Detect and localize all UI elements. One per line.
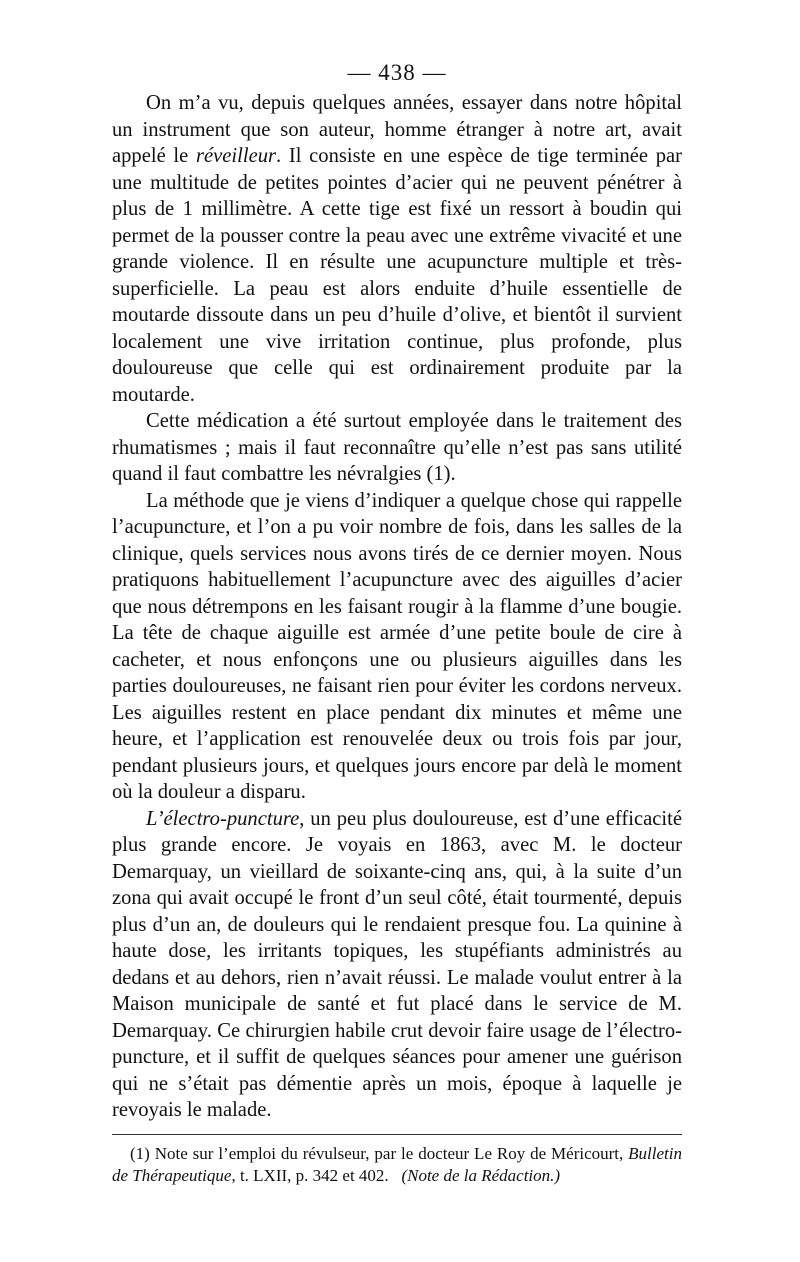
paragraph-1-text: On m’a vu, depuis quelques années, essayer dans notre hôpital un instrument que son auteur, homme étranger à notre art, avait appelé le bbox=[112, 92, 682, 167]
paragraph-1-emphasis: réveilleur bbox=[195, 145, 277, 167]
paragraph-1-tail: . Il consiste en une espèce de tige terminée par une multitude de petites pointes d’acier qui ne peuvent pénétrer à plus de 1 millimètre. A cette tige est fixé un ressort à boudin qui permet de la pousser contre la peau avec une extrême vivacité et une grande violence. Il en résulte une acupuncture multiple et très-superficielle. La peau est alors enduite d’huile essentielle de moutarde dissoute dans un peu d’huile d’olive, et bientôt il survient localement une vive irritation continue, plus profonde, plus douloureuse que celle qui est ordinairement produite par la moutarde. bbox=[112, 145, 682, 406]
paragraph-4 bbox=[112, 806, 682, 1124]
paragraph-1 bbox=[112, 90, 682, 408]
footnote-journal: Bulletin de Thérapeutique bbox=[112, 1143, 682, 1185]
paragraph-3: La méthode que je viens d’indiquer a quelque chose qui rappelle l’acupuncture, et l’on a pu voir nombre de fois, dans les salles de la clinique, quels services nous avons tirés de ce dernier moyen. Nous pratiquons habituellement l’acupuncture avec des aiguilles d’acier que nous détrempons en les faisant rougir à la flamme d’une bougie. La tête de chaque aiguille est armée d’une petite boule de cire à cacheter, et nous enfonçons une ou plusieurs aiguilles dans les parties douloureuses, ne faisant rien pour éviter les cordons nerveux. Les aiguilles restent en place pendant dix minutes et même une heure, et l’application est renouvelée deux ou trois fois par jour, pendant plusieurs jours, et quelques jours encore par delà le moment où la douleur a disparu. bbox=[112, 489, 682, 803]
page-number: — 438 — bbox=[347, 60, 447, 85]
footnote bbox=[112, 1143, 682, 1187]
document-page bbox=[112, 58, 682, 1187]
paragraph-4-text: , un peu plus douloureuse, est d’une efficacité plus grande encore. Je voyais en 1863, avec M. le docteur Demarquay, un vieillard de soixante-cinq ans, qui, à la suite d’un zona qui avait occupé le front d’un seul côté, était tourmenté, depuis plus d’un an, de douleurs qui le rendaient presque fou. La quinine à haute dose, les irritants topiques, les stupéfiants administrés au dedans et au dehors, rien n’avait réussi. Le malade voulut entrer à la Maison municipale de santé et fut placé dans le service de M. Demarquay. Ce chirurgien habile crut devoir faire usage de l’électro-puncture, et il suffit de quelques séances pour amener une guérison qui ne s’était pas démentie après un mois, époque à laquelle je revoyais le malade. bbox=[112, 807, 682, 1121]
paragraph-4-emphasis: L’électro-puncture bbox=[146, 807, 300, 830]
footnote-marker: (1) bbox=[130, 1143, 150, 1163]
footnote-reference: , t. LXII, p. 342 et 402. bbox=[231, 1165, 389, 1185]
footnote-editor-note: (Note de la Rédaction.) bbox=[401, 1165, 561, 1185]
footnote-separator bbox=[112, 1134, 682, 1135]
paragraph-2: Cette médication a été surtout employée dans le traitement des rhumatismes ; mais il faut reconnaître qu’elle n’est pas sans utilité quand il faut combattre les névralgies (1). bbox=[112, 410, 682, 485]
footnote-text: Note sur l’emploi du révulseur, par le docteur Le Roy de Méricourt, bbox=[149, 1143, 629, 1163]
